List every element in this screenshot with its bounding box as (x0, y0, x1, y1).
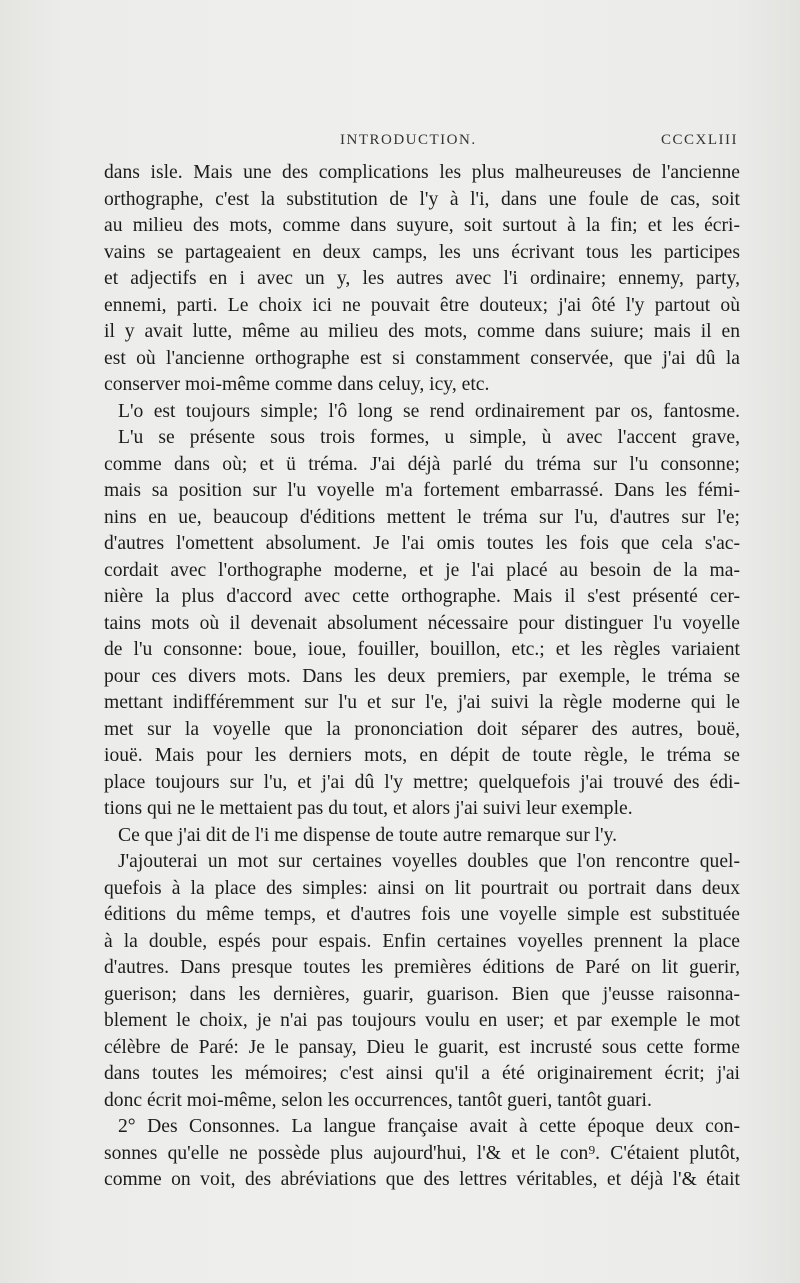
text-line: pour ces divers mots. Dans les deux premiers, par exemple, le tréma se (104, 665, 740, 687)
body-text (104, 160, 740, 1194)
text-line: mais sa position sur l'u voyelle m'a fortement embarrassé. Dans les fémi- (104, 480, 740, 501)
text-line: il y avait lutte, même au milieu des mots, comme dans suiure; mais il en (104, 321, 740, 342)
text-line: donc écrit moi-même, selon les occurrences, tantôt gueri, tantôt guari. (104, 1089, 652, 1111)
running-header (112, 132, 738, 154)
text-line: d'autres. Dans presque toutes les premières éditions de Paré on lit guerir, (104, 957, 740, 978)
text-line: tains mots où il devenait absolument nécessaire pour distinguer l'u voyelle (104, 612, 740, 634)
text-line: comme dans où; et ü tréma. J'ai déjà parlé du tréma sur l'u consonne; (104, 453, 740, 475)
text-line: blement le choix, je n'ai pas toujours voulu en user; et par exemple le mot (104, 1010, 740, 1031)
text-line: et adjectifs en i avec un y, les autres avec l'i ordinaire; ennemy, party, (104, 268, 740, 289)
text-line: guerison; dans les dernières, guarir, guarison. Bien que j'eusse raisonna- (104, 983, 740, 1005)
text-line: dans toutes les mémoires; c'est ainsi qu'il a été originairement écrit; j'ai (104, 1063, 740, 1084)
text-line: quefois à la place des simples: ainsi on lit pourtrait ou portrait dans deux (104, 877, 740, 899)
text-line: célèbre de Paré: Je le pansay, Dieu le guarit, est incrusté sous cette forme (104, 1036, 740, 1058)
text-line: conserver moi-même comme dans celuy, icy, etc. (104, 374, 490, 395)
text-line: nins en ue, beaucoup d'éditions mettent le tréma sur l'u, d'autres sur l'e; (104, 506, 740, 528)
text-line: J'ajouterai un mot sur certaines voyelles doubles que l'on rencontre quel- (118, 851, 740, 872)
text-line: de l'u consonne: boue, ioue, fouiller, bouillon, etc.; et les règles variaient (104, 639, 740, 660)
text-line: comme on voit, des abréviations que des lettres véritables, et déjà l'& était (104, 1169, 740, 1190)
text-line: éditions du même temps, et d'autres fois une voyelle simple est substituée (104, 904, 740, 925)
text-line: nière la plus d'accord avec cette orthographe. Mais il s'est présenté cer- (104, 586, 740, 607)
text-line: Ce que j'ai dit de l'i me dispense de toute autre remarque sur l'y. (118, 824, 618, 846)
text-line: d'autres l'omettent absolument. Je l'ai omis toutes les fois que cela s'ac- (104, 533, 740, 554)
text-line: au milieu des mots, comme dans suyure, soit surtout à la fin; et les écri- (104, 215, 740, 236)
text-line: place toujours sur l'u, et j'ai dû l'y mettre; quelquefois j'ai trouvé des édi- (104, 771, 740, 793)
text-line: est où l'ancienne orthographe est si constamment conservée, que j'ai dû la (104, 347, 740, 369)
text-line: tions qui ne le mettaient pas du tout, et alors j'ai suivi leur exemple. (104, 798, 633, 819)
text-line: dans isle. Mais une des complications les plus malheureuses de l'ancienne (104, 162, 740, 183)
text-line: L'o est toujours simple; l'ô long se rend ordinairement par os, fantosme. (118, 400, 740, 422)
text-line: à la double, espés pour espais. Enfin certaines voyelles prennent la place (104, 930, 740, 952)
page-number: CCCXLIII (661, 132, 738, 148)
text-line: iouë. Mais pour les derniers mots, en dépit de toute règle, le tréma se (104, 745, 740, 766)
text-line: 2° Des Consonnes. La langue française avait à cette époque deux con- (118, 1116, 740, 1137)
text-line: ennemi, parti. Le choix ici ne pouvait être douteux; j'ai ôté l'y partout où (104, 294, 740, 316)
running-title: INTRODUCTION. (340, 132, 477, 148)
text-line: vains se partageaient en deux camps, les uns écrivant tous les participes (104, 241, 740, 263)
text-line: sonnes qu'elle ne possède plus aujourd'hui, l'& et le con⁹. C'étaient plutôt, (104, 1142, 740, 1164)
text-line: mettant indifféremment sur l'u et sur l'e, j'ai suivi la règle moderne qui le (104, 692, 740, 713)
text-line: met sur la voyelle que la prononciation doit séparer des autres, bouë, (104, 718, 740, 740)
text-line: L'u se présente sous trois formes, u simple, ù avec l'accent grave, (118, 427, 740, 448)
text-line: orthographe, c'est la substitution de l'y à l'i, dans une foule de cas, soit (104, 188, 740, 210)
text-line: cordait avec l'orthographe moderne, et je l'ai placé au besoin de la ma- (104, 559, 740, 581)
